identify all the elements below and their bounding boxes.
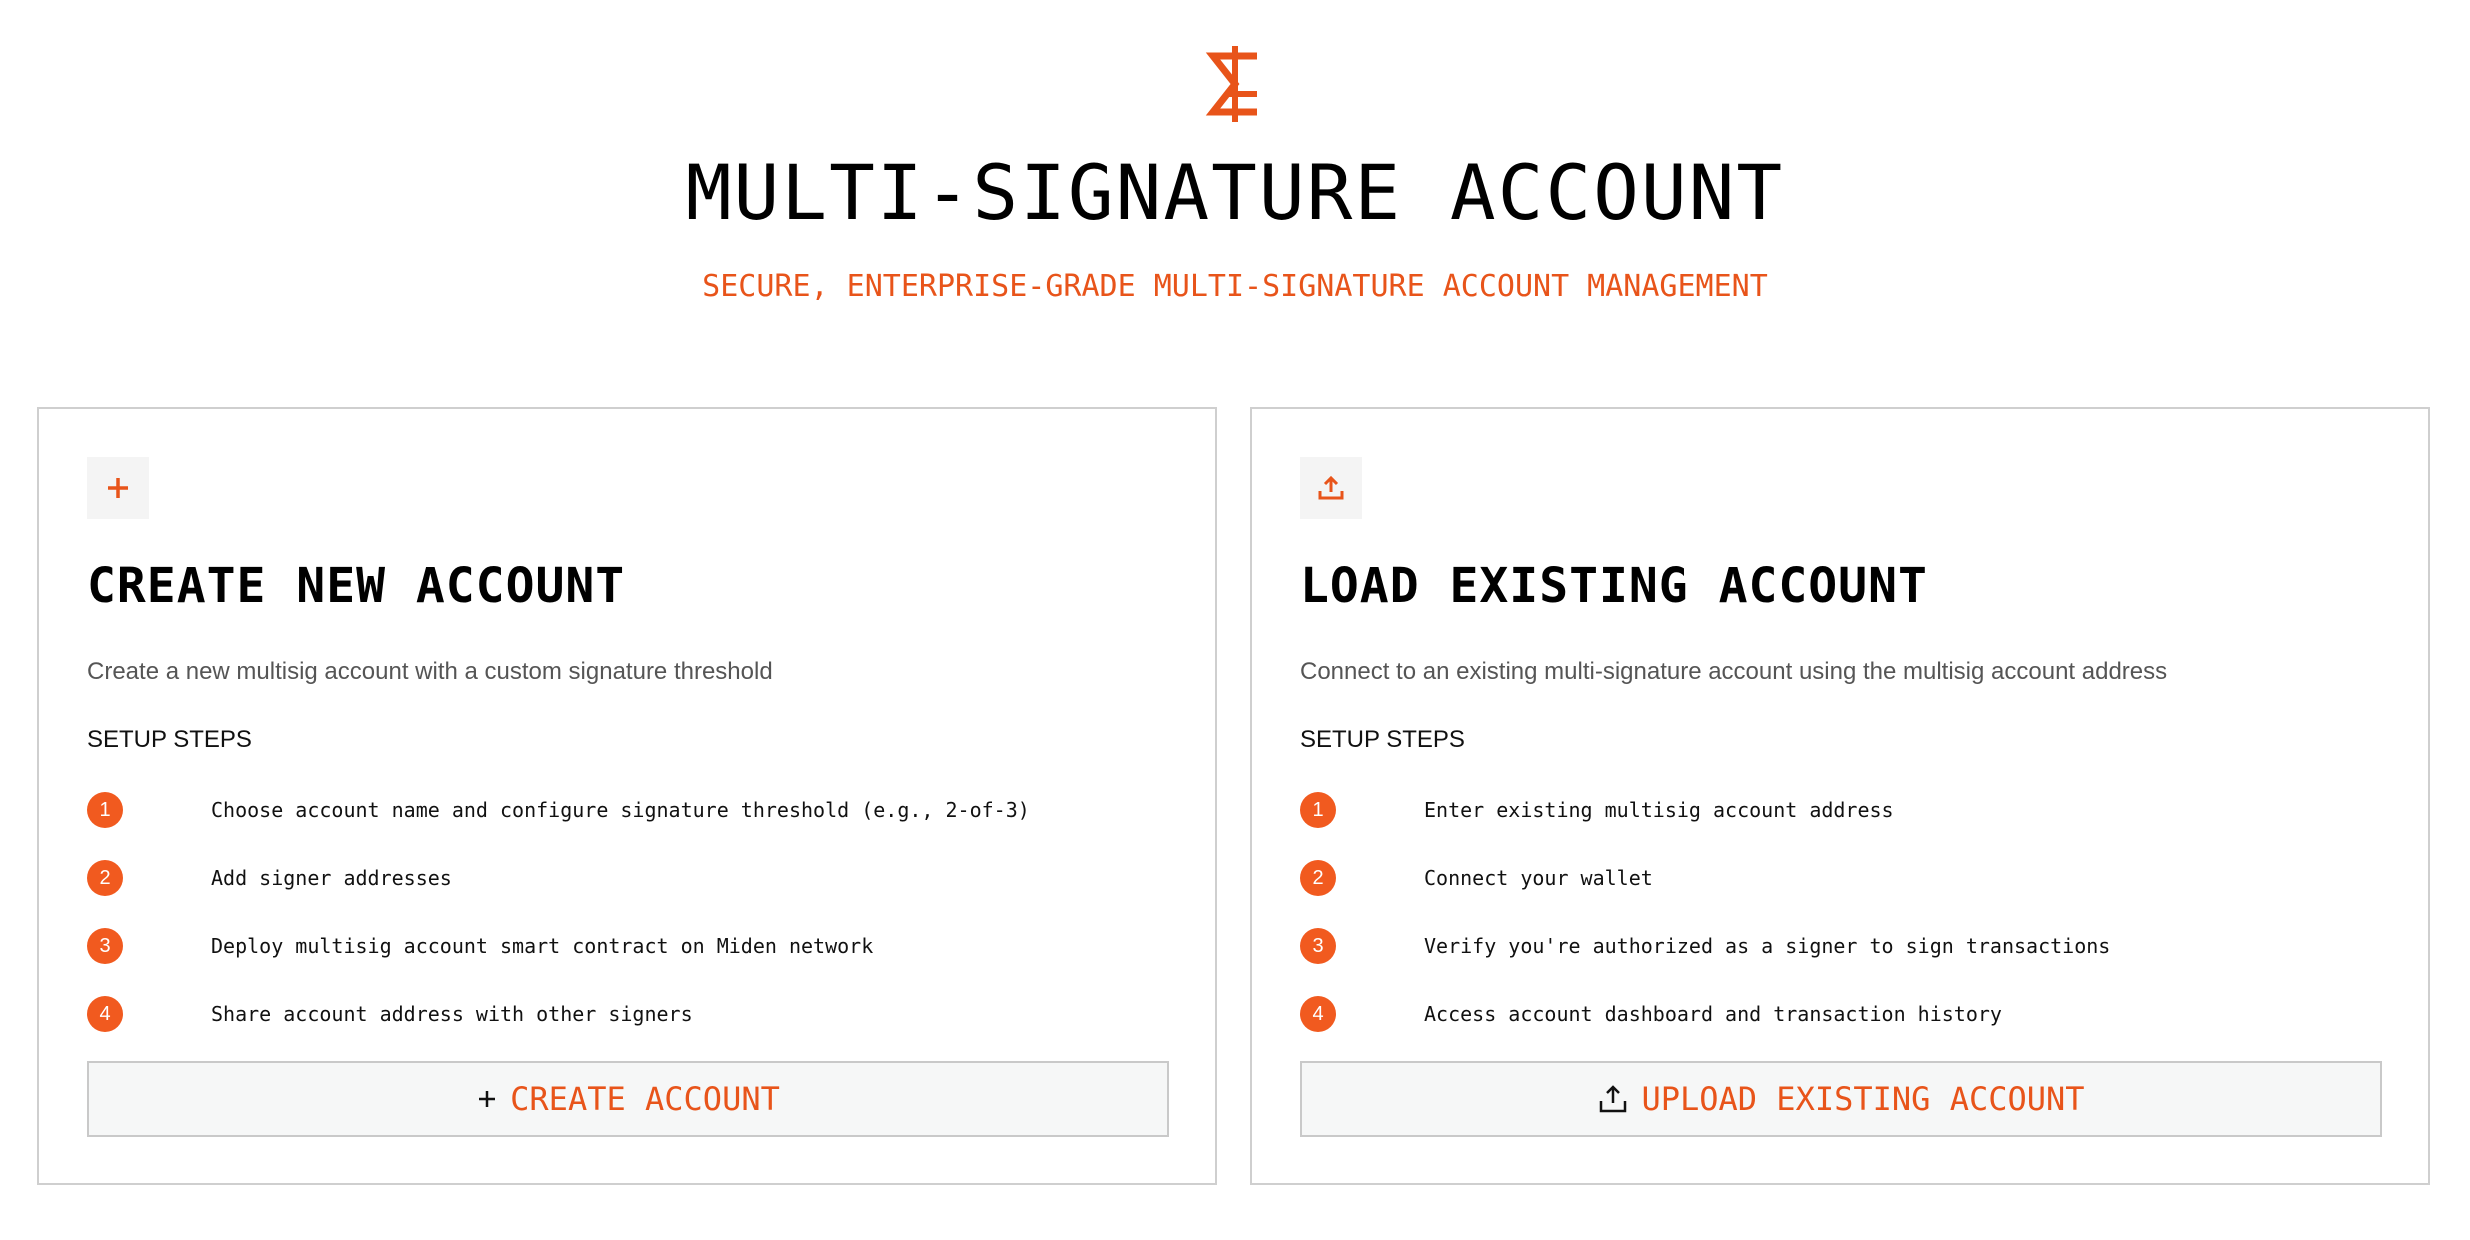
step-number-badge: 3: [1300, 928, 1336, 964]
upload-icon: [1597, 1083, 1629, 1115]
load-account-card: [1250, 407, 2430, 1185]
step-text: Share account address with other signers: [211, 1002, 693, 1026]
upload-existing-account-button[interactable]: [1300, 1061, 2382, 1137]
step-text: Enter existing multisig account address: [1424, 798, 1894, 822]
step-number-badge: 4: [87, 996, 123, 1032]
step-text: Verify you're authorized as a signer to sign transactions: [1424, 934, 2111, 958]
step-text: Choose account name and configure signature threshold (e.g., 2-of-3): [211, 798, 1030, 822]
page-subtitle: SECURE, ENTERPRISE-GRADE MULTI-SIGNATURE ACCOUNT MANAGEMENT: [702, 269, 1768, 304]
steps-heading: SETUP STEPS: [87, 726, 252, 753]
page-title: MULTI-SIGNATURE ACCOUNT: [685, 148, 1785, 237]
step-number-badge: 2: [87, 860, 123, 896]
card-description: Connect to an existing multi-signature account using the multisig account address: [1300, 658, 2168, 685]
setup-step: [1300, 928, 2111, 964]
setup-step: [87, 928, 874, 964]
upload-icon: [1300, 457, 1362, 519]
step-text: Access account dashboard and transaction history: [1424, 1002, 2002, 1026]
step-number-badge: 1: [87, 792, 123, 828]
setup-step: [87, 792, 1030, 828]
plus-icon: [87, 457, 149, 519]
step-text: Connect your wallet: [1424, 866, 1653, 890]
step-text: Add signer addresses: [211, 866, 452, 890]
setup-step: [1300, 860, 1653, 896]
step-number-badge: 1: [1300, 792, 1336, 828]
step-number-badge: 4: [1300, 996, 1336, 1032]
setup-step: [87, 996, 693, 1032]
create-account-card: [37, 407, 1217, 1185]
card-title: CREATE NEW ACCOUNT: [87, 558, 626, 614]
create-account-button[interactable]: [87, 1061, 1169, 1137]
card-title: LOAD EXISTING ACCOUNT: [1300, 558, 1928, 614]
step-text: Deploy multisig account smart contract on Miden network: [211, 934, 874, 958]
setup-step: [1300, 996, 2002, 1032]
step-number-badge: 2: [1300, 860, 1336, 896]
step-number-badge: 3: [87, 928, 123, 964]
setup-step: [87, 860, 452, 896]
steps-heading: SETUP STEPS: [1300, 726, 1465, 753]
sigma-logo-icon: [1205, 46, 1265, 122]
setup-step: [1300, 792, 1894, 828]
button-label: CREATE ACCOUNT: [510, 1080, 780, 1118]
button-label: UPLOAD EXISTING ACCOUNT: [1641, 1080, 2085, 1118]
card-description: Create a new multisig account with a custom signature threshold: [87, 658, 773, 685]
plus-icon: [476, 1088, 498, 1110]
